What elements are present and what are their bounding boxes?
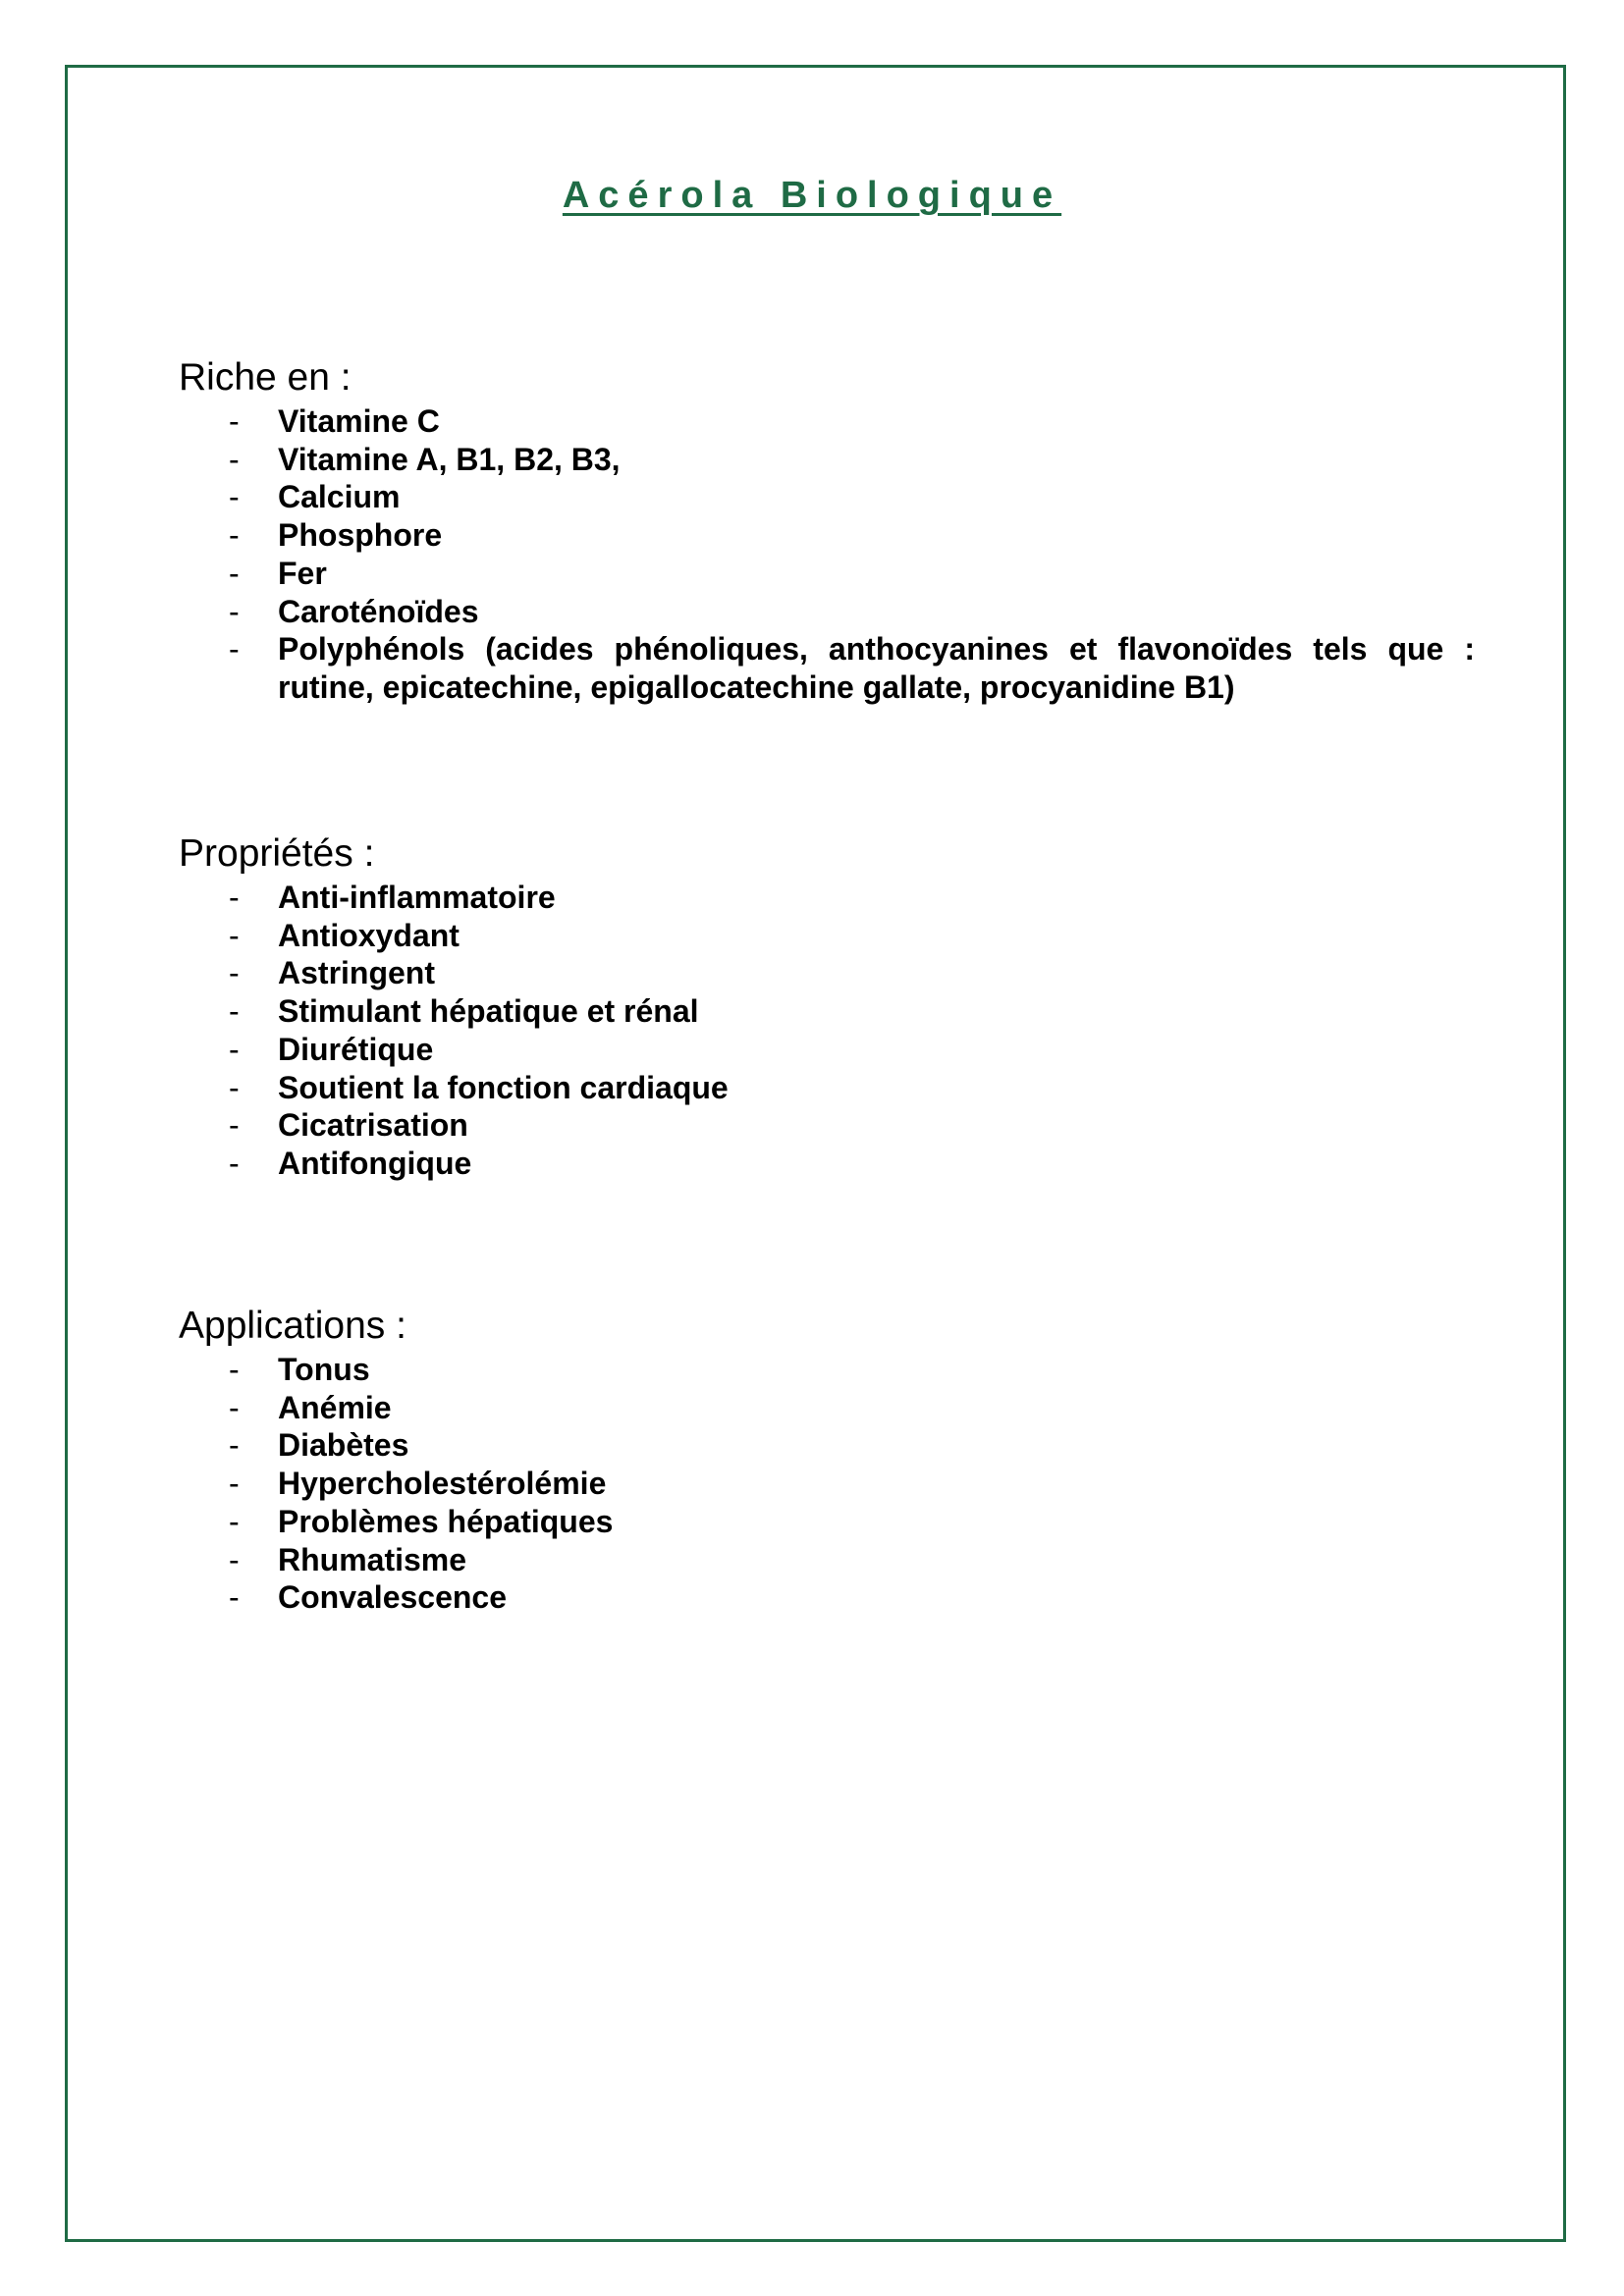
section-heading: Applications :: [179, 1305, 406, 1347]
section-proprietes: [179, 829, 1475, 1183]
dash-bullet: -: [229, 517, 240, 554]
list-item: [179, 1106, 1475, 1145]
list-item-text: Caroténoïdes: [278, 593, 479, 629]
list-item: [179, 441, 1475, 479]
list-item-text: Diabètes: [278, 1427, 409, 1464]
list-item-text: Antifongique: [278, 1145, 472, 1181]
dash-bullet: -: [229, 555, 240, 591]
list-item-text: Soutient la fonction cardiaque: [278, 1069, 729, 1105]
dash-bullet: -: [229, 993, 240, 1030]
list-item: [179, 1578, 1475, 1617]
list-item-text: Diurétique: [278, 1031, 434, 1067]
list-item: [179, 478, 1475, 516]
list-item: [179, 555, 1475, 593]
dash-bullet: -: [229, 1579, 240, 1616]
dash-bullet: -: [229, 1031, 240, 1067]
dash-bullet: -: [229, 479, 240, 515]
list-item-text: Phosphore: [278, 517, 443, 554]
dash-bullet: -: [229, 403, 240, 439]
list-item-text: Calcium: [278, 479, 401, 515]
dash-bullet: -: [229, 631, 240, 667]
item-list: [179, 1351, 1475, 1617]
list-item: [179, 1541, 1475, 1579]
list-item-text: Anti-inflammatoire: [278, 880, 556, 915]
list-item: [179, 593, 1475, 631]
section-riche-en: [179, 353, 1475, 707]
list-item: [179, 1503, 1475, 1541]
section-heading: Riche en :: [179, 356, 352, 399]
dash-bullet: -: [229, 1427, 240, 1464]
dash-bullet: -: [229, 1466, 240, 1502]
dash-bullet: -: [229, 441, 240, 477]
dash-bullet: -: [229, 955, 240, 991]
list-item-text: Astringent: [278, 955, 435, 991]
dash-bullet: -: [229, 1107, 240, 1144]
dash-bullet: -: [229, 1389, 240, 1425]
list-item: [179, 1465, 1475, 1503]
dash-bullet: -: [229, 593, 240, 629]
list-item: [179, 1069, 1475, 1107]
list-item: [179, 879, 1475, 917]
list-item: [179, 1389, 1475, 1427]
list-item: [179, 516, 1475, 555]
section-applications: [179, 1302, 1475, 1617]
list-item-text: Anémie: [278, 1389, 392, 1425]
dash-bullet: -: [229, 1352, 240, 1387]
list-item: [179, 1426, 1475, 1465]
list-item-text: Vitamine C: [278, 403, 440, 439]
list-item-text: Cicatrisation: [278, 1107, 468, 1144]
document-title-text: Acérola Biologique: [562, 175, 1062, 216]
dash-bullet: -: [229, 1541, 240, 1577]
list-item-text: Convalescence: [278, 1579, 508, 1616]
list-item: [179, 1351, 1475, 1389]
item-list: [179, 402, 1475, 707]
list-item: [179, 917, 1475, 955]
list-item: [179, 1145, 1475, 1183]
list-item: [179, 1031, 1475, 1069]
list-item-text: Tonus: [278, 1352, 370, 1387]
dash-bullet: -: [229, 1069, 240, 1105]
document-title: [0, 175, 1624, 217]
list-item: [179, 402, 1475, 441]
list-item-text: Fer: [278, 555, 327, 591]
list-item-text: Problèmes hépatiques: [278, 1503, 614, 1539]
list-item: [179, 992, 1475, 1031]
list-item-text: Hypercholestérolémie: [278, 1466, 607, 1502]
dash-bullet: -: [229, 880, 240, 915]
list-item-text: Antioxydant: [278, 917, 460, 953]
list-item-text: Polyphénols (acides phénoliques, anthocyanines et flavonoïdes tels que : rutine, epicatechine, epigallocatechine gallate, procyanidine B1): [278, 631, 1475, 705]
item-list: [179, 879, 1475, 1183]
list-item: [179, 630, 1475, 706]
list-item: [179, 954, 1475, 992]
dash-bullet: -: [229, 1503, 240, 1539]
list-item-text: Vitamine A, B1, B2, B3,: [278, 441, 621, 477]
list-item-text: Rhumatisme: [278, 1541, 467, 1577]
dash-bullet: -: [229, 1145, 240, 1181]
dash-bullet: -: [229, 917, 240, 953]
section-heading: Propriétés :: [179, 832, 375, 875]
list-item-text: Stimulant hépatique et rénal: [278, 993, 699, 1030]
